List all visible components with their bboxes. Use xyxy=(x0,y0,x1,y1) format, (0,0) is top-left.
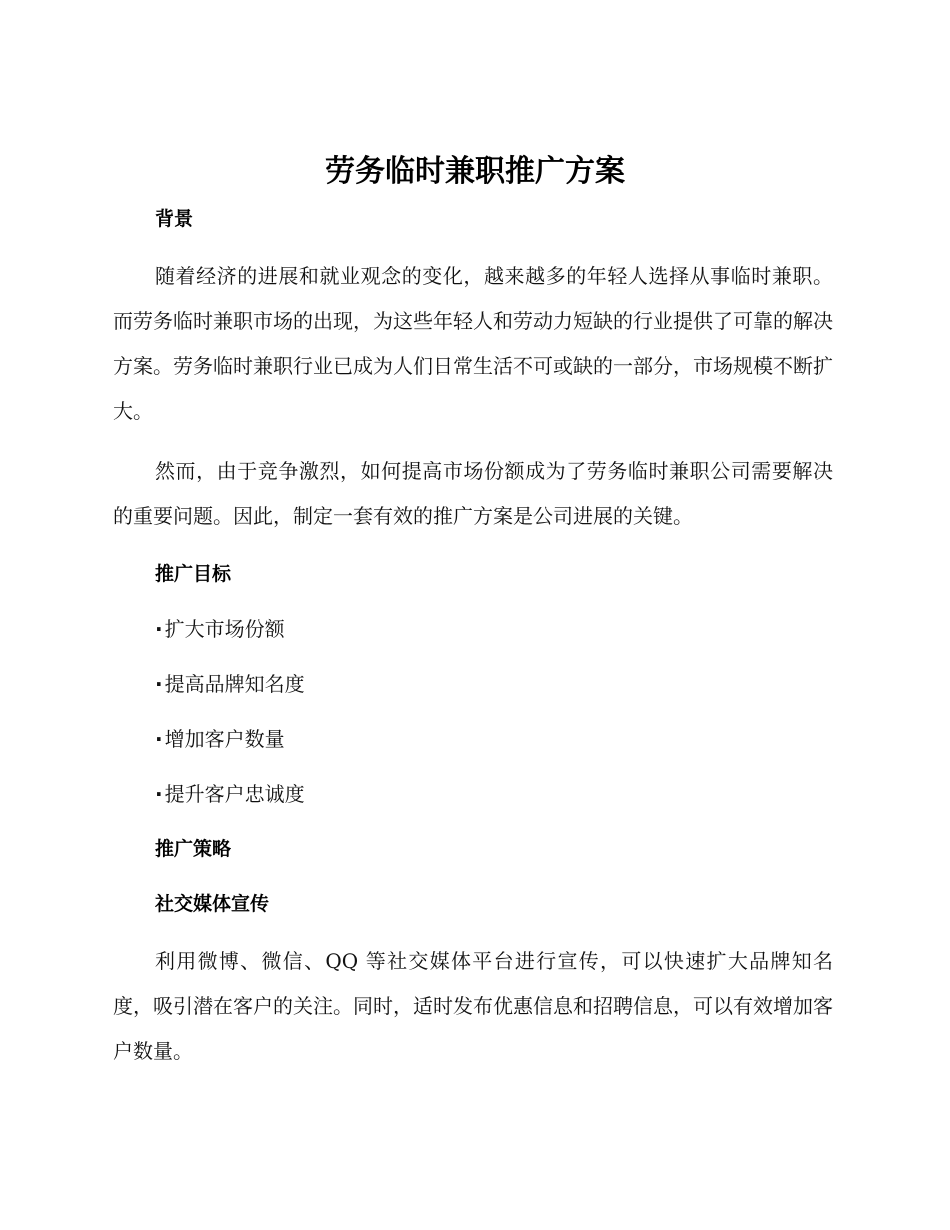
bullet-icon: · xyxy=(155,727,163,751)
section-heading-goals: 推广目标 xyxy=(155,563,232,585)
goal-list-item xyxy=(113,774,833,814)
goal-list-item xyxy=(113,609,833,649)
section-heading-strategy: 推广策略 xyxy=(155,838,232,860)
document-title: 劳务临时兼职推广方案 xyxy=(325,154,625,189)
section-heading-background: 背景 xyxy=(155,208,194,230)
bullet-icon: · xyxy=(155,617,163,641)
paragraph-background-1: 随着经济的进展和就业观念的变化，越来越多的年轻人选择从事临时兼职。而劳务临时兼职市场的出现，为这些年轻人和劳动力短缺的行业提供了可靠的解决方案。劳务临时兼职行业已成为人们日常生活不可或缺的一部分，市场规模不断扩大。 xyxy=(113,264,833,423)
bullet-icon: · xyxy=(155,672,163,696)
goal-item-text: 提高品牌知名度 xyxy=(164,672,305,696)
goal-item-text: 提升客户忠诚度 xyxy=(164,782,305,806)
subsection-heading-social-media: 社交媒体宣传 xyxy=(155,893,270,915)
document-body xyxy=(113,199,833,1089)
goal-list-item xyxy=(113,664,833,704)
goal-item-text: 增加客户数量 xyxy=(164,727,285,751)
goal-list-item xyxy=(113,719,833,759)
paragraph-background-2: 然而，由于竞争激烈，如何提高市场份额成为了劳务临时兼职公司需要解决的重要问题。因此，制定一套有效的推广方案是公司进展的关键。 xyxy=(113,459,833,528)
goal-item-text: 扩大市场份额 xyxy=(164,617,285,641)
bullet-icon: · xyxy=(155,782,163,806)
paragraph-social-media: 利用微博、微信、QQ 等社交媒体平台进行宣传，可以快速扩大品牌知名度，吸引潜在客户的关注。同时，适时发布优惠信息和招聘信息，可以有效增加客户数量。 xyxy=(113,949,833,1063)
